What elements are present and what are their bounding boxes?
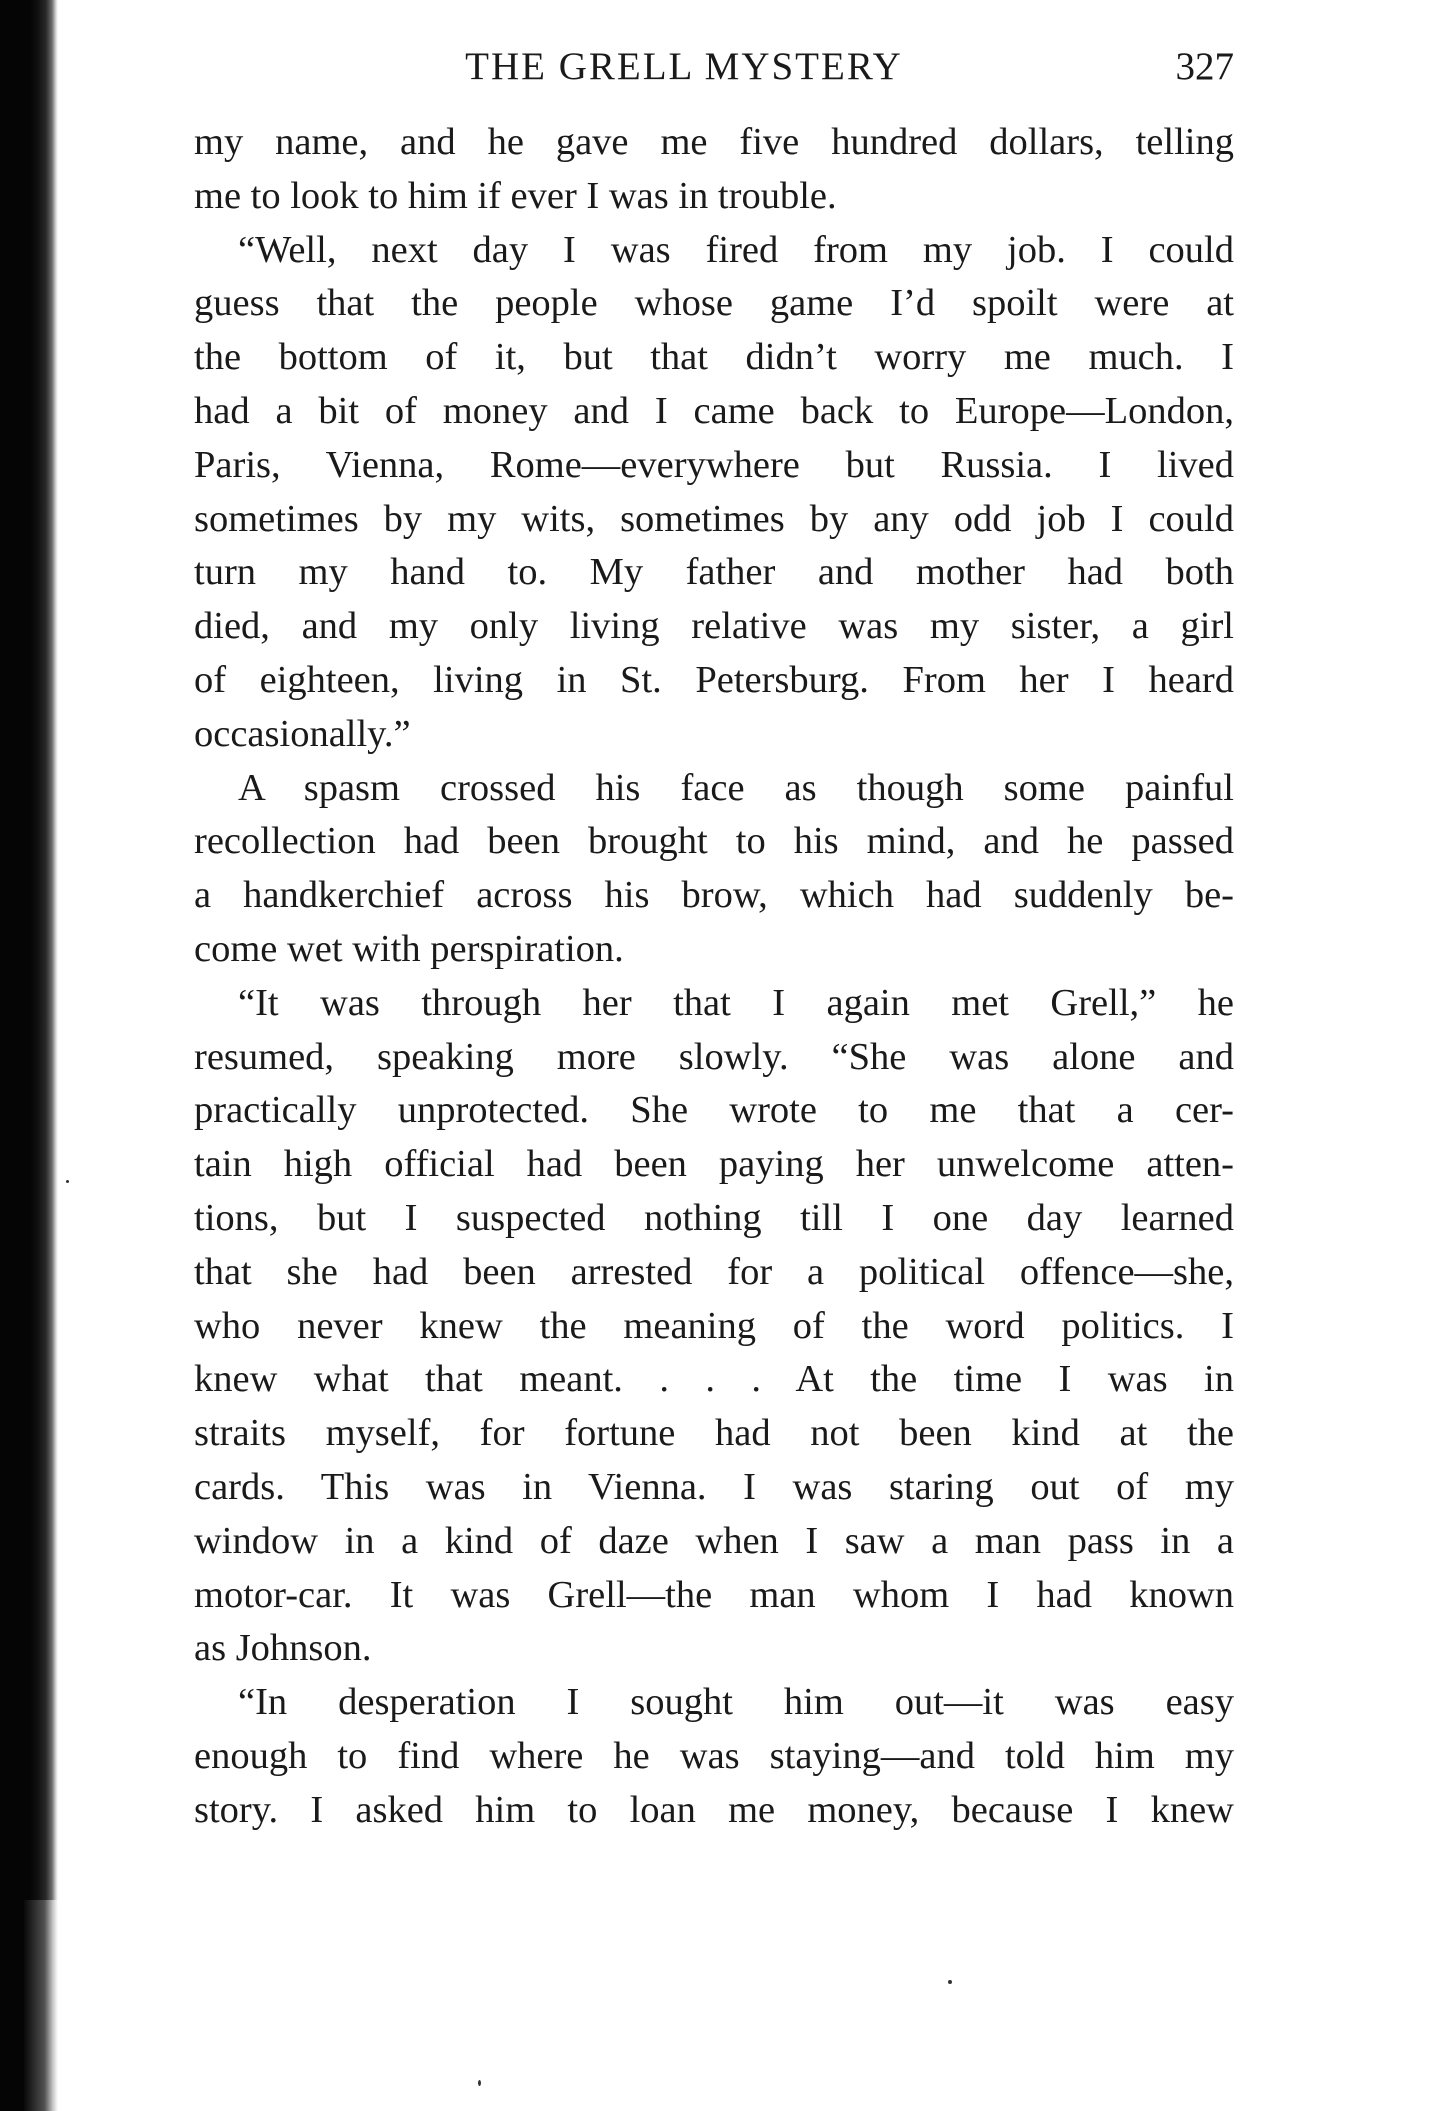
text-line: “Well, next day I was fired from my job. I could (238, 228, 1234, 271)
scan-speck (478, 2080, 481, 2086)
text-line: tain high official had been paying her unwelcome atten- (194, 1143, 1234, 1186)
text-line: died, and my only living relative was my sister, a girl (194, 605, 1234, 648)
text-line: window in a kind of daze when I saw a man pass in a (194, 1519, 1234, 1562)
running-title: THE GRELL MYSTERY (465, 45, 903, 88)
text-line: as Johnson. (194, 1627, 372, 1670)
paragraph-4 (194, 977, 1234, 1676)
scan-speck (66, 1180, 69, 1183)
text-line: come wet with perspiration. (194, 927, 624, 970)
paragraph-2 (194, 224, 1234, 762)
paragraph-5 (194, 1676, 1234, 1837)
page-number: 327 (1175, 45, 1234, 88)
text-line: resumed, speaking more slowly. “She was alone and (194, 1035, 1234, 1078)
text-line: Paris, Vienna, Rome—everywhere but Russia. I lived (194, 443, 1234, 486)
text-line: of eighteen, living in St. Petersburg. From her I heard (194, 658, 1234, 701)
scan-binding-edge (0, 0, 58, 2111)
book-page (194, 40, 1234, 1838)
text-line: “In desperation I sought him out—it was easy (238, 1681, 1234, 1724)
text-line: motor-car. It was Grell—the man whom I had known (194, 1573, 1234, 1616)
text-line: guess that the people whose game I’d spoilt were at (194, 282, 1234, 325)
text-line: “It was through her that I again met Grell,” he (238, 981, 1234, 1024)
text-line: A spasm crossed his face as though some painful (238, 766, 1234, 809)
text-line: me to look to him if ever I was in trouble. (194, 174, 837, 217)
text-line: knew what that meant. . . . At the time I was in (194, 1358, 1234, 1401)
text-line: cards. This was in Vienna. I was staring out of my (194, 1465, 1234, 1508)
text-line: had a bit of money and I came back to Europe—London, (194, 389, 1234, 432)
text-line: tions, but I suspected nothing till I one day learned (194, 1196, 1234, 1239)
text-line: practically unprotected. She wrote to me that a cer- (194, 1089, 1234, 1132)
paragraph-1 (194, 116, 1234, 224)
scan-speck (948, 1980, 952, 1984)
text-line: that she had been arrested for a political offence—she, (194, 1250, 1234, 1293)
body-text (194, 116, 1234, 1838)
text-line: a handkerchief across his brow, which had suddenly be- (194, 874, 1234, 917)
running-head (194, 40, 1234, 104)
text-line: enough to find where he was staying—and told him my (194, 1734, 1234, 1777)
text-line: sometimes by my wits, sometimes by any odd job I could (194, 497, 1234, 540)
text-line: occasionally.” (194, 712, 411, 755)
text-line: straits myself, for fortune had not been kind at the (194, 1412, 1234, 1455)
text-line: recollection had been brought to his mind, and he passed (194, 820, 1234, 863)
text-line: turn my hand to. My father and mother had both (194, 551, 1234, 594)
text-line: story. I asked him to loan me money, because I knew (194, 1788, 1234, 1831)
text-line: my name, and he gave me five hundred dollars, telling (194, 121, 1234, 163)
text-line: the bottom of it, but that didn’t worry me much. I (194, 336, 1234, 379)
paragraph-3 (194, 762, 1234, 977)
text-line: who never knew the meaning of the word politics. I (194, 1304, 1234, 1347)
